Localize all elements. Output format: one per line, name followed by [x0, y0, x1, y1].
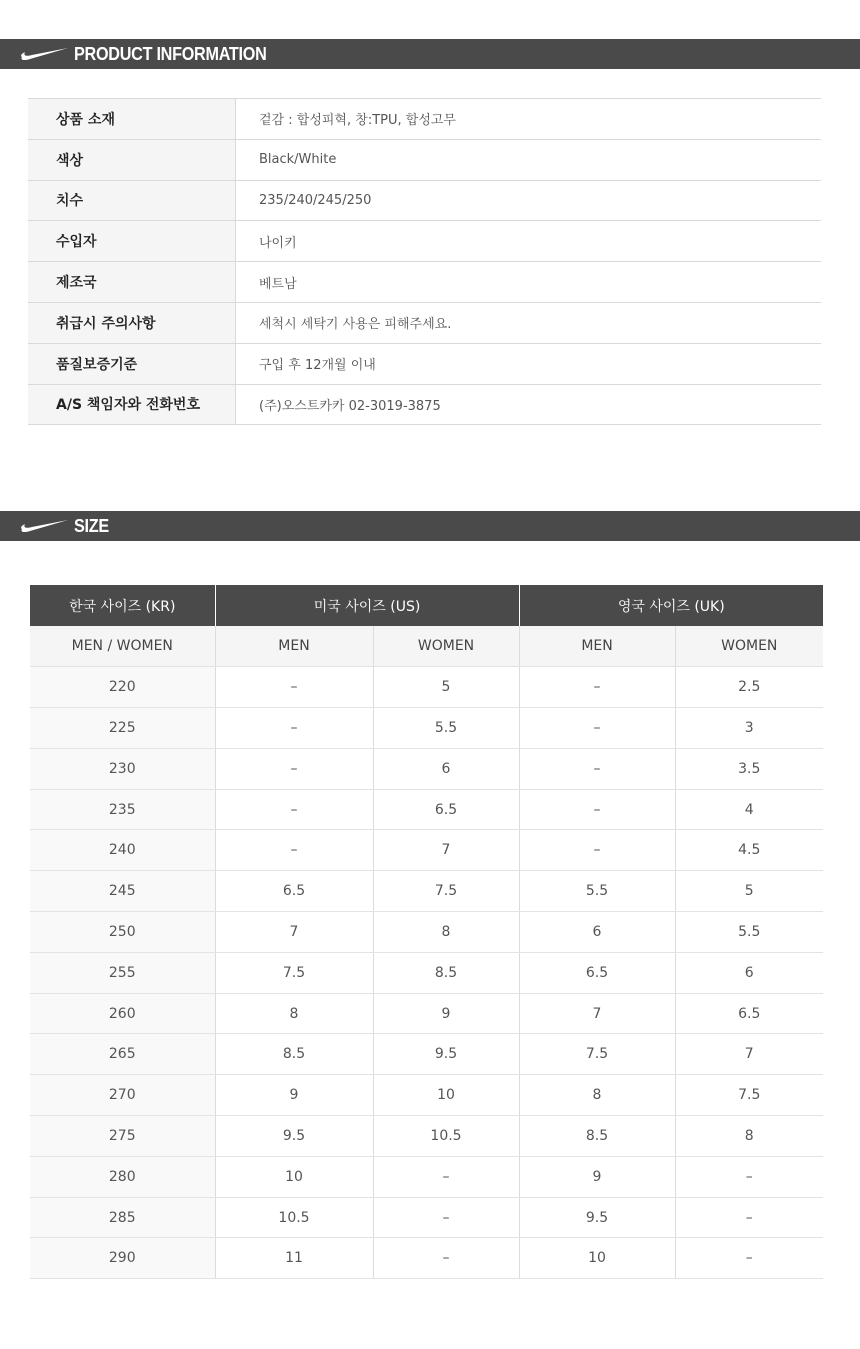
cell-kr-size: 275 [30, 1116, 215, 1157]
cell-uk-men: 5.5 [519, 871, 675, 912]
size-row [30, 789, 823, 830]
size-row [30, 1034, 823, 1075]
cell-uk-men: 7 [519, 993, 675, 1034]
product-info-header [0, 39, 860, 69]
subheader-uk-men: MEN [519, 626, 675, 667]
cell-uk-men: 6.5 [519, 952, 675, 993]
nike-swoosh-icon [20, 39, 70, 69]
subheader-us-women: WOMEN [373, 626, 519, 667]
cell-us-men: – [215, 667, 373, 708]
cell-us-women: 6.5 [373, 789, 519, 830]
cell-kr-size: 255 [30, 952, 215, 993]
cell-uk-women: 4 [675, 789, 823, 830]
info-value: (주)오스트카카 02-3019-3875 [259, 398, 441, 414]
cell-kr-size: 285 [30, 1197, 215, 1238]
cell-us-women: – [373, 1197, 519, 1238]
cell-us-women: 10 [373, 1075, 519, 1116]
cell-us-women: – [373, 1238, 519, 1279]
cell-uk-women: 5.5 [675, 912, 823, 953]
header-uk: 영국 사이즈 (UK) [519, 585, 823, 626]
subheader-kr-men-women: MEN / WOMEN [30, 626, 215, 667]
cell-us-women: 8 [373, 912, 519, 953]
cell-us-women: 7 [373, 830, 519, 871]
info-row [28, 221, 821, 262]
section-title: SIZE [74, 515, 109, 536]
info-row [28, 99, 821, 140]
size-row [30, 1238, 823, 1279]
cell-us-women: 5.5 [373, 708, 519, 749]
cell-kr-size: 265 [30, 1034, 215, 1075]
cell-us-men: 9 [215, 1075, 373, 1116]
size-row [30, 830, 823, 871]
cell-uk-men: 8 [519, 1075, 675, 1116]
size-row [30, 1116, 823, 1157]
info-row [28, 181, 821, 222]
cell-uk-men: – [519, 708, 675, 749]
cell-uk-women: 6 [675, 952, 823, 993]
cell-kr-size: 260 [30, 993, 215, 1034]
section-title: PRODUCT INFORMATION [74, 43, 267, 64]
subheader-uk-women: WOMEN [675, 626, 823, 667]
header-kr: 한국 사이즈 (KR) [30, 585, 215, 626]
cell-uk-women: 7 [675, 1034, 823, 1075]
cell-uk-women: 2.5 [675, 667, 823, 708]
cell-us-men: 7 [215, 912, 373, 953]
cell-uk-men: – [519, 830, 675, 871]
size-row [30, 1156, 823, 1197]
info-row [28, 140, 821, 181]
info-label: 색상 [28, 140, 236, 180]
cell-uk-men: – [519, 667, 675, 708]
info-value: 세척시 세탁기 사용은 피해주세요. [259, 317, 452, 333]
cell-us-men: 9.5 [215, 1116, 373, 1157]
size-table-subheader-row [30, 626, 823, 667]
cell-us-women: 6 [373, 748, 519, 789]
cell-us-women: 9.5 [373, 1034, 519, 1075]
cell-us-men: 8.5 [215, 1034, 373, 1075]
cell-kr-size: 225 [30, 708, 215, 749]
info-row [28, 303, 821, 344]
info-value: 나이키 [259, 235, 297, 251]
info-value: 235/240/245/250 [259, 192, 372, 208]
cell-uk-men: – [519, 748, 675, 789]
info-label: 취급시 주의사항 [28, 303, 236, 343]
cell-us-men: – [215, 830, 373, 871]
cell-uk-men: 10 [519, 1238, 675, 1279]
cell-us-women: 9 [373, 993, 519, 1034]
nike-swoosh-icon [20, 511, 70, 541]
size-chart-table [30, 585, 823, 1279]
size-row [30, 748, 823, 789]
product-info-table [28, 98, 821, 425]
size-row [30, 708, 823, 749]
info-label: 품질보증기준 [28, 344, 236, 384]
cell-uk-women: – [675, 1238, 823, 1279]
cell-us-women: – [373, 1156, 519, 1197]
cell-us-men: – [215, 789, 373, 830]
cell-uk-women: 3.5 [675, 748, 823, 789]
info-label: 상품 소재 [28, 99, 236, 139]
info-value: 겉감 : 합성피혁, 창:TPU, 합성고무 [259, 113, 456, 129]
cell-uk-women: – [675, 1197, 823, 1238]
cell-kr-size: 235 [30, 789, 215, 830]
cell-uk-men: – [519, 789, 675, 830]
cell-us-men: 8 [215, 993, 373, 1034]
cell-us-men: 6.5 [215, 871, 373, 912]
cell-kr-size: 240 [30, 830, 215, 871]
cell-us-women: 8.5 [373, 952, 519, 993]
size-row [30, 871, 823, 912]
cell-us-women: 5 [373, 667, 519, 708]
cell-uk-women: 4.5 [675, 830, 823, 871]
size-row [30, 667, 823, 708]
cell-uk-men: 7.5 [519, 1034, 675, 1075]
cell-uk-women: 6.5 [675, 993, 823, 1034]
size-header [0, 511, 860, 541]
info-label: A/S 책임자와 전화번호 [28, 385, 236, 425]
cell-uk-men: 9.5 [519, 1197, 675, 1238]
size-row [30, 993, 823, 1034]
info-value: 베트남 [259, 276, 297, 292]
cell-us-men: – [215, 748, 373, 789]
cell-us-men: – [215, 708, 373, 749]
cell-us-men: 10.5 [215, 1197, 373, 1238]
size-row [30, 912, 823, 953]
info-label: 제조국 [28, 262, 236, 302]
cell-uk-women: – [675, 1156, 823, 1197]
cell-kr-size: 270 [30, 1075, 215, 1116]
cell-kr-size: 280 [30, 1156, 215, 1197]
size-row [30, 1197, 823, 1238]
cell-us-men: 7.5 [215, 952, 373, 993]
info-row [28, 344, 821, 385]
cell-kr-size: 230 [30, 748, 215, 789]
info-label: 수입자 [28, 221, 236, 261]
cell-kr-size: 220 [30, 667, 215, 708]
header-us: 미국 사이즈 (US) [215, 585, 519, 626]
cell-uk-men: 9 [519, 1156, 675, 1197]
info-value: Black/White [259, 152, 337, 168]
cell-uk-men: 6 [519, 912, 675, 953]
size-table-header-row [30, 585, 823, 626]
cell-us-men: 11 [215, 1238, 373, 1279]
cell-us-women: 10.5 [373, 1116, 519, 1157]
info-label: 치수 [28, 181, 236, 221]
size-row [30, 1075, 823, 1116]
cell-uk-women: 5 [675, 871, 823, 912]
cell-uk-women: 8 [675, 1116, 823, 1157]
cell-us-men: 10 [215, 1156, 373, 1197]
cell-uk-women: 7.5 [675, 1075, 823, 1116]
subheader-us-men: MEN [215, 626, 373, 667]
cell-kr-size: 245 [30, 871, 215, 912]
size-row [30, 952, 823, 993]
info-row [28, 385, 821, 426]
cell-kr-size: 250 [30, 912, 215, 953]
cell-uk-women: 3 [675, 708, 823, 749]
cell-us-women: 7.5 [373, 871, 519, 912]
cell-uk-men: 8.5 [519, 1116, 675, 1157]
info-row [28, 262, 821, 303]
info-value: 구입 후 12개월 이내 [259, 358, 376, 374]
cell-kr-size: 290 [30, 1238, 215, 1279]
